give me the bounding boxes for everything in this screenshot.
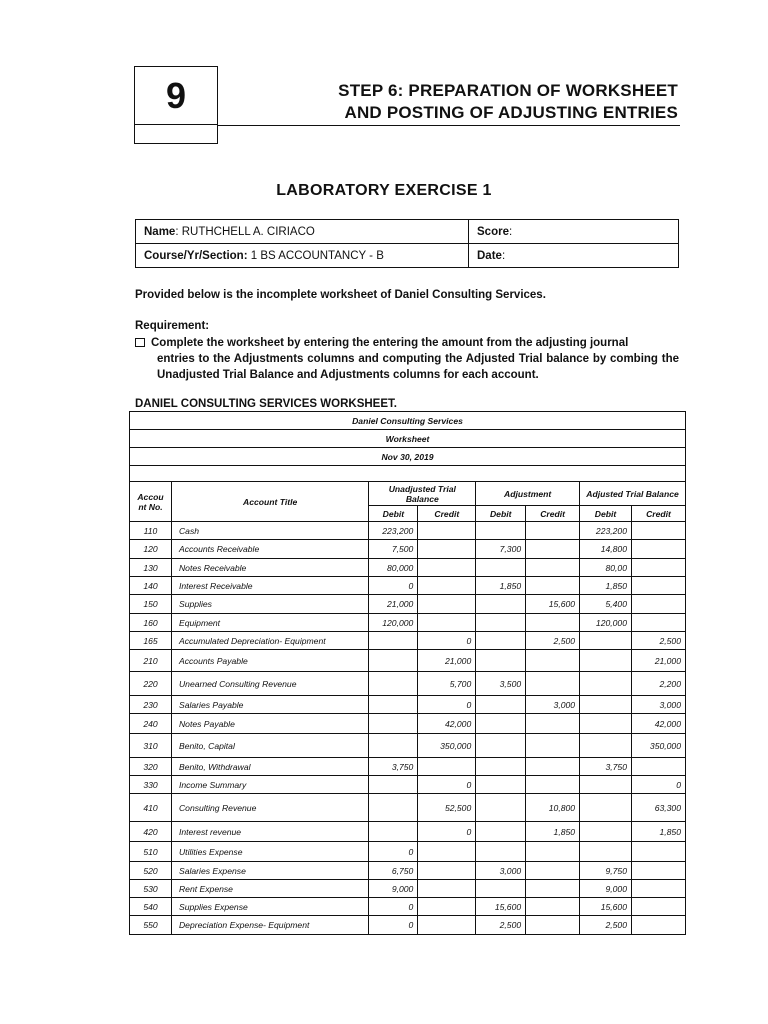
unadj-debit-cell: 80,000 <box>369 559 418 577</box>
col-unadjusted-tb: Unadjusted Trial Balance <box>369 482 476 506</box>
table-row <box>130 714 686 734</box>
unadj-credit-cell <box>418 595 476 614</box>
adjtb-credit-cell: 1,850 <box>632 822 686 842</box>
adj-debit-cell <box>476 842 526 862</box>
unadj-debit-cell <box>369 794 418 822</box>
adjtb-debit-cell <box>580 714 632 734</box>
adj-credit-cell: 10,800 <box>526 794 580 822</box>
subcol-unadj-debit: Debit <box>369 506 418 522</box>
course-cell <box>136 244 469 268</box>
account-title-cell: Salaries Expense <box>171 862 368 880</box>
table-row <box>130 650 686 672</box>
account-no-cell: 510 <box>130 842 172 862</box>
adj-debit-cell <box>476 794 526 822</box>
unadj-debit-cell <box>369 776 418 794</box>
adjtb-debit-cell <box>580 794 632 822</box>
adj-credit-cell: 15,600 <box>526 595 580 614</box>
account-no-cell: 320 <box>130 758 172 776</box>
adj-credit-cell <box>526 577 580 595</box>
account-no-cell: 130 <box>130 559 172 577</box>
account-title-cell: Salaries Payable <box>171 696 368 714</box>
col-adjusted-tb: Adjusted Trial Balance <box>580 482 686 506</box>
adjtb-debit-cell: 1,850 <box>580 577 632 595</box>
adj-debit-cell: 3,500 <box>476 672 526 696</box>
adjtb-credit-cell <box>632 842 686 862</box>
adjtb-credit-cell <box>632 522 686 540</box>
adjtb-debit-cell: 223,200 <box>580 522 632 540</box>
account-title-cell: Unearned Consulting Revenue <box>171 672 368 696</box>
worksheet-date: Nov 30, 2019 <box>130 448 686 466</box>
unadj-credit-cell: 52,500 <box>418 794 476 822</box>
col-account-title: Account Title <box>171 482 368 522</box>
adjtb-credit-cell <box>632 758 686 776</box>
subcol-adj-credit: Credit <box>526 506 580 522</box>
table-row <box>130 794 686 822</box>
name-label: Name <box>144 225 176 238</box>
account-title-cell: Supplies Expense <box>171 898 368 916</box>
unadj-debit-cell: 21,000 <box>369 595 418 614</box>
adj-debit-cell <box>476 632 526 650</box>
unadj-credit-cell <box>418 522 476 540</box>
unadj-debit-cell: 3,750 <box>369 758 418 776</box>
adjtb-debit-cell <box>580 776 632 794</box>
adjtb-debit-cell <box>580 650 632 672</box>
table-row <box>130 898 686 916</box>
adj-debit-cell <box>476 614 526 632</box>
unadj-credit-cell: 42,000 <box>418 714 476 734</box>
adjtb-credit-cell <box>632 577 686 595</box>
worksheet-spacer-row <box>130 466 686 482</box>
adj-debit-cell <box>476 522 526 540</box>
account-no-cell: 240 <box>130 714 172 734</box>
table-row <box>130 522 686 540</box>
adjtb-debit-cell: 3,750 <box>580 758 632 776</box>
unadj-credit-cell <box>418 559 476 577</box>
adj-credit-cell <box>526 559 580 577</box>
date-value: : <box>501 249 506 262</box>
date-label: Date <box>477 249 502 262</box>
unadj-credit-cell <box>418 758 476 776</box>
table-row <box>130 696 686 714</box>
table-row <box>130 577 686 595</box>
adj-debit-cell: 15,600 <box>476 898 526 916</box>
adjtb-debit-cell: 5,400 <box>580 595 632 614</box>
adjtb-debit-cell: 80,00 <box>580 559 632 577</box>
adj-credit-cell <box>526 714 580 734</box>
name-cell <box>136 220 469 244</box>
adj-debit-cell <box>476 650 526 672</box>
subcol-unadj-credit: Credit <box>418 506 476 522</box>
adj-debit-cell: 3,000 <box>476 862 526 880</box>
adjtb-credit-cell: 350,000 <box>632 734 686 758</box>
account-title-cell: Income Summary <box>171 776 368 794</box>
requirement-rest: entries to the Adjustments columns and computing the Adjusted Trial balance by combing the Unadjusted Trial Balance and Adjustments columns for each account. <box>157 353 679 381</box>
unadj-credit-cell <box>418 842 476 862</box>
account-no-cell: 550 <box>130 916 172 935</box>
adjtb-debit-cell <box>580 696 632 714</box>
table-row <box>130 880 686 898</box>
table-row <box>130 672 686 696</box>
adjtb-credit-cell <box>632 614 686 632</box>
adj-debit-cell <box>476 696 526 714</box>
unadj-debit-cell: 0 <box>369 577 418 595</box>
adj-debit-cell <box>476 734 526 758</box>
unadj-credit-cell <box>418 898 476 916</box>
table-row <box>130 862 686 880</box>
account-title-cell: Accounts Payable <box>171 650 368 672</box>
account-title-cell: Accumulated Depreciation- Equipment <box>171 632 368 650</box>
unadj-credit-cell <box>418 540 476 559</box>
worksheet-company: Daniel Consulting Services <box>130 412 686 430</box>
unadj-debit-cell: 0 <box>369 898 418 916</box>
account-no-cell: 165 <box>130 632 172 650</box>
adjtb-credit-cell <box>632 540 686 559</box>
requirement-text <box>135 335 679 383</box>
adj-credit-cell: 3,000 <box>526 696 580 714</box>
adj-debit-cell: 1,850 <box>476 577 526 595</box>
adj-credit-cell <box>526 734 580 758</box>
adjtb-credit-cell: 21,000 <box>632 650 686 672</box>
step-title-line2: AND POSTING OF ADJUSTING ENTRIES <box>344 103 678 122</box>
unadj-credit-cell <box>418 880 476 898</box>
account-title-cell: Benito, Capital <box>171 734 368 758</box>
adjtb-debit-cell <box>580 672 632 696</box>
adj-debit-cell <box>476 714 526 734</box>
table-row <box>130 916 686 935</box>
unadj-debit-cell: 0 <box>369 916 418 935</box>
unadj-debit-cell: 9,000 <box>369 880 418 898</box>
account-title-cell: Consulting Revenue <box>171 794 368 822</box>
unadj-debit-cell <box>369 650 418 672</box>
adj-credit-cell <box>526 758 580 776</box>
account-title-cell: Utilities Expense <box>171 842 368 862</box>
requirement-label: Requirement: <box>135 320 210 332</box>
account-no-cell: 220 <box>130 672 172 696</box>
adjtb-debit-cell <box>580 632 632 650</box>
adj-credit-cell: 2,500 <box>526 632 580 650</box>
adjtb-debit-cell <box>580 822 632 842</box>
worksheet-body <box>130 522 686 935</box>
adjtb-credit-cell: 3,000 <box>632 696 686 714</box>
adjtb-credit-cell <box>632 916 686 935</box>
score-label: Score <box>477 225 509 238</box>
account-no-cell: 160 <box>130 614 172 632</box>
step-title-line1: STEP 6: PREPARATION OF WORKSHEET <box>338 81 678 100</box>
account-no-cell: 330 <box>130 776 172 794</box>
unadj-debit-cell <box>369 714 418 734</box>
adj-debit-cell <box>476 595 526 614</box>
account-title-cell: Notes Receivable <box>171 559 368 577</box>
unadj-credit-cell <box>418 614 476 632</box>
adj-debit-cell: 2,500 <box>476 916 526 935</box>
adj-debit-cell <box>476 776 526 794</box>
subcol-adj-debit: Debit <box>476 506 526 522</box>
unadj-credit-cell <box>418 862 476 880</box>
adj-debit-cell <box>476 758 526 776</box>
unadj-credit-cell: 0 <box>418 632 476 650</box>
adjtb-debit-cell <box>580 842 632 862</box>
step-title <box>258 80 678 124</box>
account-title-cell: Interest revenue <box>171 822 368 842</box>
requirement-line1: Complete the worksheet by entering the entering the amount from the adjusting journal <box>151 337 629 349</box>
adj-credit-cell <box>526 842 580 862</box>
account-title-cell: Depreciation Expense- Equipment <box>171 916 368 935</box>
account-title-cell: Benito, Withdrawal <box>171 758 368 776</box>
unadj-debit-cell <box>369 672 418 696</box>
adj-debit-cell <box>476 822 526 842</box>
account-no-cell: 520 <box>130 862 172 880</box>
adj-credit-cell <box>526 522 580 540</box>
adjtb-credit-cell: 2,200 <box>632 672 686 696</box>
lesson-number: 9 <box>165 74 187 116</box>
adj-credit-cell <box>526 540 580 559</box>
adj-credit-cell <box>526 672 580 696</box>
account-no-cell: 230 <box>130 696 172 714</box>
adjtb-debit-cell: 2,500 <box>580 916 632 935</box>
student-info-table <box>135 219 679 268</box>
table-row <box>130 776 686 794</box>
unadj-credit-cell: 350,000 <box>418 734 476 758</box>
table-row <box>130 540 686 559</box>
adjtb-debit-cell: 14,800 <box>580 540 632 559</box>
account-no-cell: 540 <box>130 898 172 916</box>
adjtb-credit-cell: 42,000 <box>632 714 686 734</box>
unadj-debit-cell: 7,500 <box>369 540 418 559</box>
account-no-cell: 310 <box>130 734 172 758</box>
adj-debit-cell <box>476 880 526 898</box>
col-account-no: Accou nt No. <box>130 482 172 522</box>
lesson-number-box <box>134 66 218 144</box>
worksheet-heading: DANIEL CONSULTING SERVICES WORKSHEET. <box>135 398 397 410</box>
adj-credit-cell <box>526 776 580 794</box>
adjtb-debit-cell: 9,750 <box>580 862 632 880</box>
table-row <box>130 758 686 776</box>
account-title-cell: Supplies <box>171 595 368 614</box>
score-cell <box>469 220 679 244</box>
account-title-cell: Accounts Receivable <box>171 540 368 559</box>
account-title-cell: Cash <box>171 522 368 540</box>
adj-credit-cell <box>526 880 580 898</box>
unadj-debit-cell: 223,200 <box>369 522 418 540</box>
table-row <box>130 822 686 842</box>
unadj-credit-cell: 5,700 <box>418 672 476 696</box>
table-row <box>130 614 686 632</box>
account-no-cell: 150 <box>130 595 172 614</box>
adj-credit-cell <box>526 650 580 672</box>
adjtb-credit-cell <box>632 559 686 577</box>
adjtb-credit-cell <box>632 880 686 898</box>
account-title-cell: Rent Expense <box>171 880 368 898</box>
table-row <box>130 632 686 650</box>
adjtb-credit-cell: 63,300 <box>632 794 686 822</box>
worksheet-title: Worksheet <box>130 430 686 448</box>
unadj-debit-cell <box>369 822 418 842</box>
adjtb-debit-cell <box>580 734 632 758</box>
unadj-credit-cell: 0 <box>418 696 476 714</box>
unadj-debit-cell <box>369 696 418 714</box>
adjtb-credit-cell <box>632 898 686 916</box>
intro-text: Provided below is the incomplete worksheet of Daniel Consulting Services. <box>135 289 546 301</box>
lesson-number-divider <box>135 124 217 125</box>
table-row <box>130 595 686 614</box>
unadj-debit-cell <box>369 632 418 650</box>
adj-credit-cell <box>526 898 580 916</box>
name-value: : RUTHCHELL A. CIRIACO <box>175 225 315 238</box>
header-rule <box>218 125 680 126</box>
adj-debit-cell: 7,300 <box>476 540 526 559</box>
account-no-cell: 120 <box>130 540 172 559</box>
account-title-cell: Equipment <box>171 614 368 632</box>
worksheet-table <box>129 411 686 935</box>
account-no-cell: 410 <box>130 794 172 822</box>
unadj-debit-cell: 6,750 <box>369 862 418 880</box>
unadj-credit-cell <box>418 577 476 595</box>
unadj-debit-cell <box>369 734 418 758</box>
score-value: : <box>508 225 513 238</box>
course-value: 1 BS ACCOUNTANCY - B <box>247 249 384 262</box>
account-no-cell: 210 <box>130 650 172 672</box>
subcol-adjtb-credit: Credit <box>632 506 686 522</box>
adj-credit-cell <box>526 614 580 632</box>
account-no-cell: 140 <box>130 577 172 595</box>
account-no-cell: 530 <box>130 880 172 898</box>
unadj-debit-cell: 0 <box>369 842 418 862</box>
unadj-credit-cell: 0 <box>418 776 476 794</box>
lab-title: LABORATORY EXERCISE 1 <box>276 182 492 199</box>
table-row <box>130 842 686 862</box>
adj-debit-cell <box>476 559 526 577</box>
account-no-cell: 110 <box>130 522 172 540</box>
adjtb-credit-cell: 0 <box>632 776 686 794</box>
adjtb-credit-cell <box>632 595 686 614</box>
adjtb-debit-cell: 15,600 <box>580 898 632 916</box>
col-adjustment: Adjustment <box>476 482 580 506</box>
table-row <box>130 734 686 758</box>
adjtb-debit-cell: 9,000 <box>580 880 632 898</box>
adj-credit-cell: 1,850 <box>526 822 580 842</box>
unadj-credit-cell: 21,000 <box>418 650 476 672</box>
adj-credit-cell <box>526 916 580 935</box>
adjtb-debit-cell: 120,000 <box>580 614 632 632</box>
account-title-cell: Notes Payable <box>171 714 368 734</box>
adjtb-credit-cell <box>632 862 686 880</box>
course-label: Course/Yr/Section: <box>144 249 248 262</box>
unadj-debit-cell: 120,000 <box>369 614 418 632</box>
unadj-credit-cell: 0 <box>418 822 476 842</box>
date-cell <box>469 244 679 268</box>
subcol-adjtb-debit: Debit <box>580 506 632 522</box>
checkbox-bullet-icon <box>135 338 145 347</box>
table-row <box>130 559 686 577</box>
adj-credit-cell <box>526 862 580 880</box>
account-no-cell: 420 <box>130 822 172 842</box>
unadj-credit-cell <box>418 916 476 935</box>
adjtb-credit-cell: 2,500 <box>632 632 686 650</box>
account-title-cell: Interest Receivable <box>171 577 368 595</box>
